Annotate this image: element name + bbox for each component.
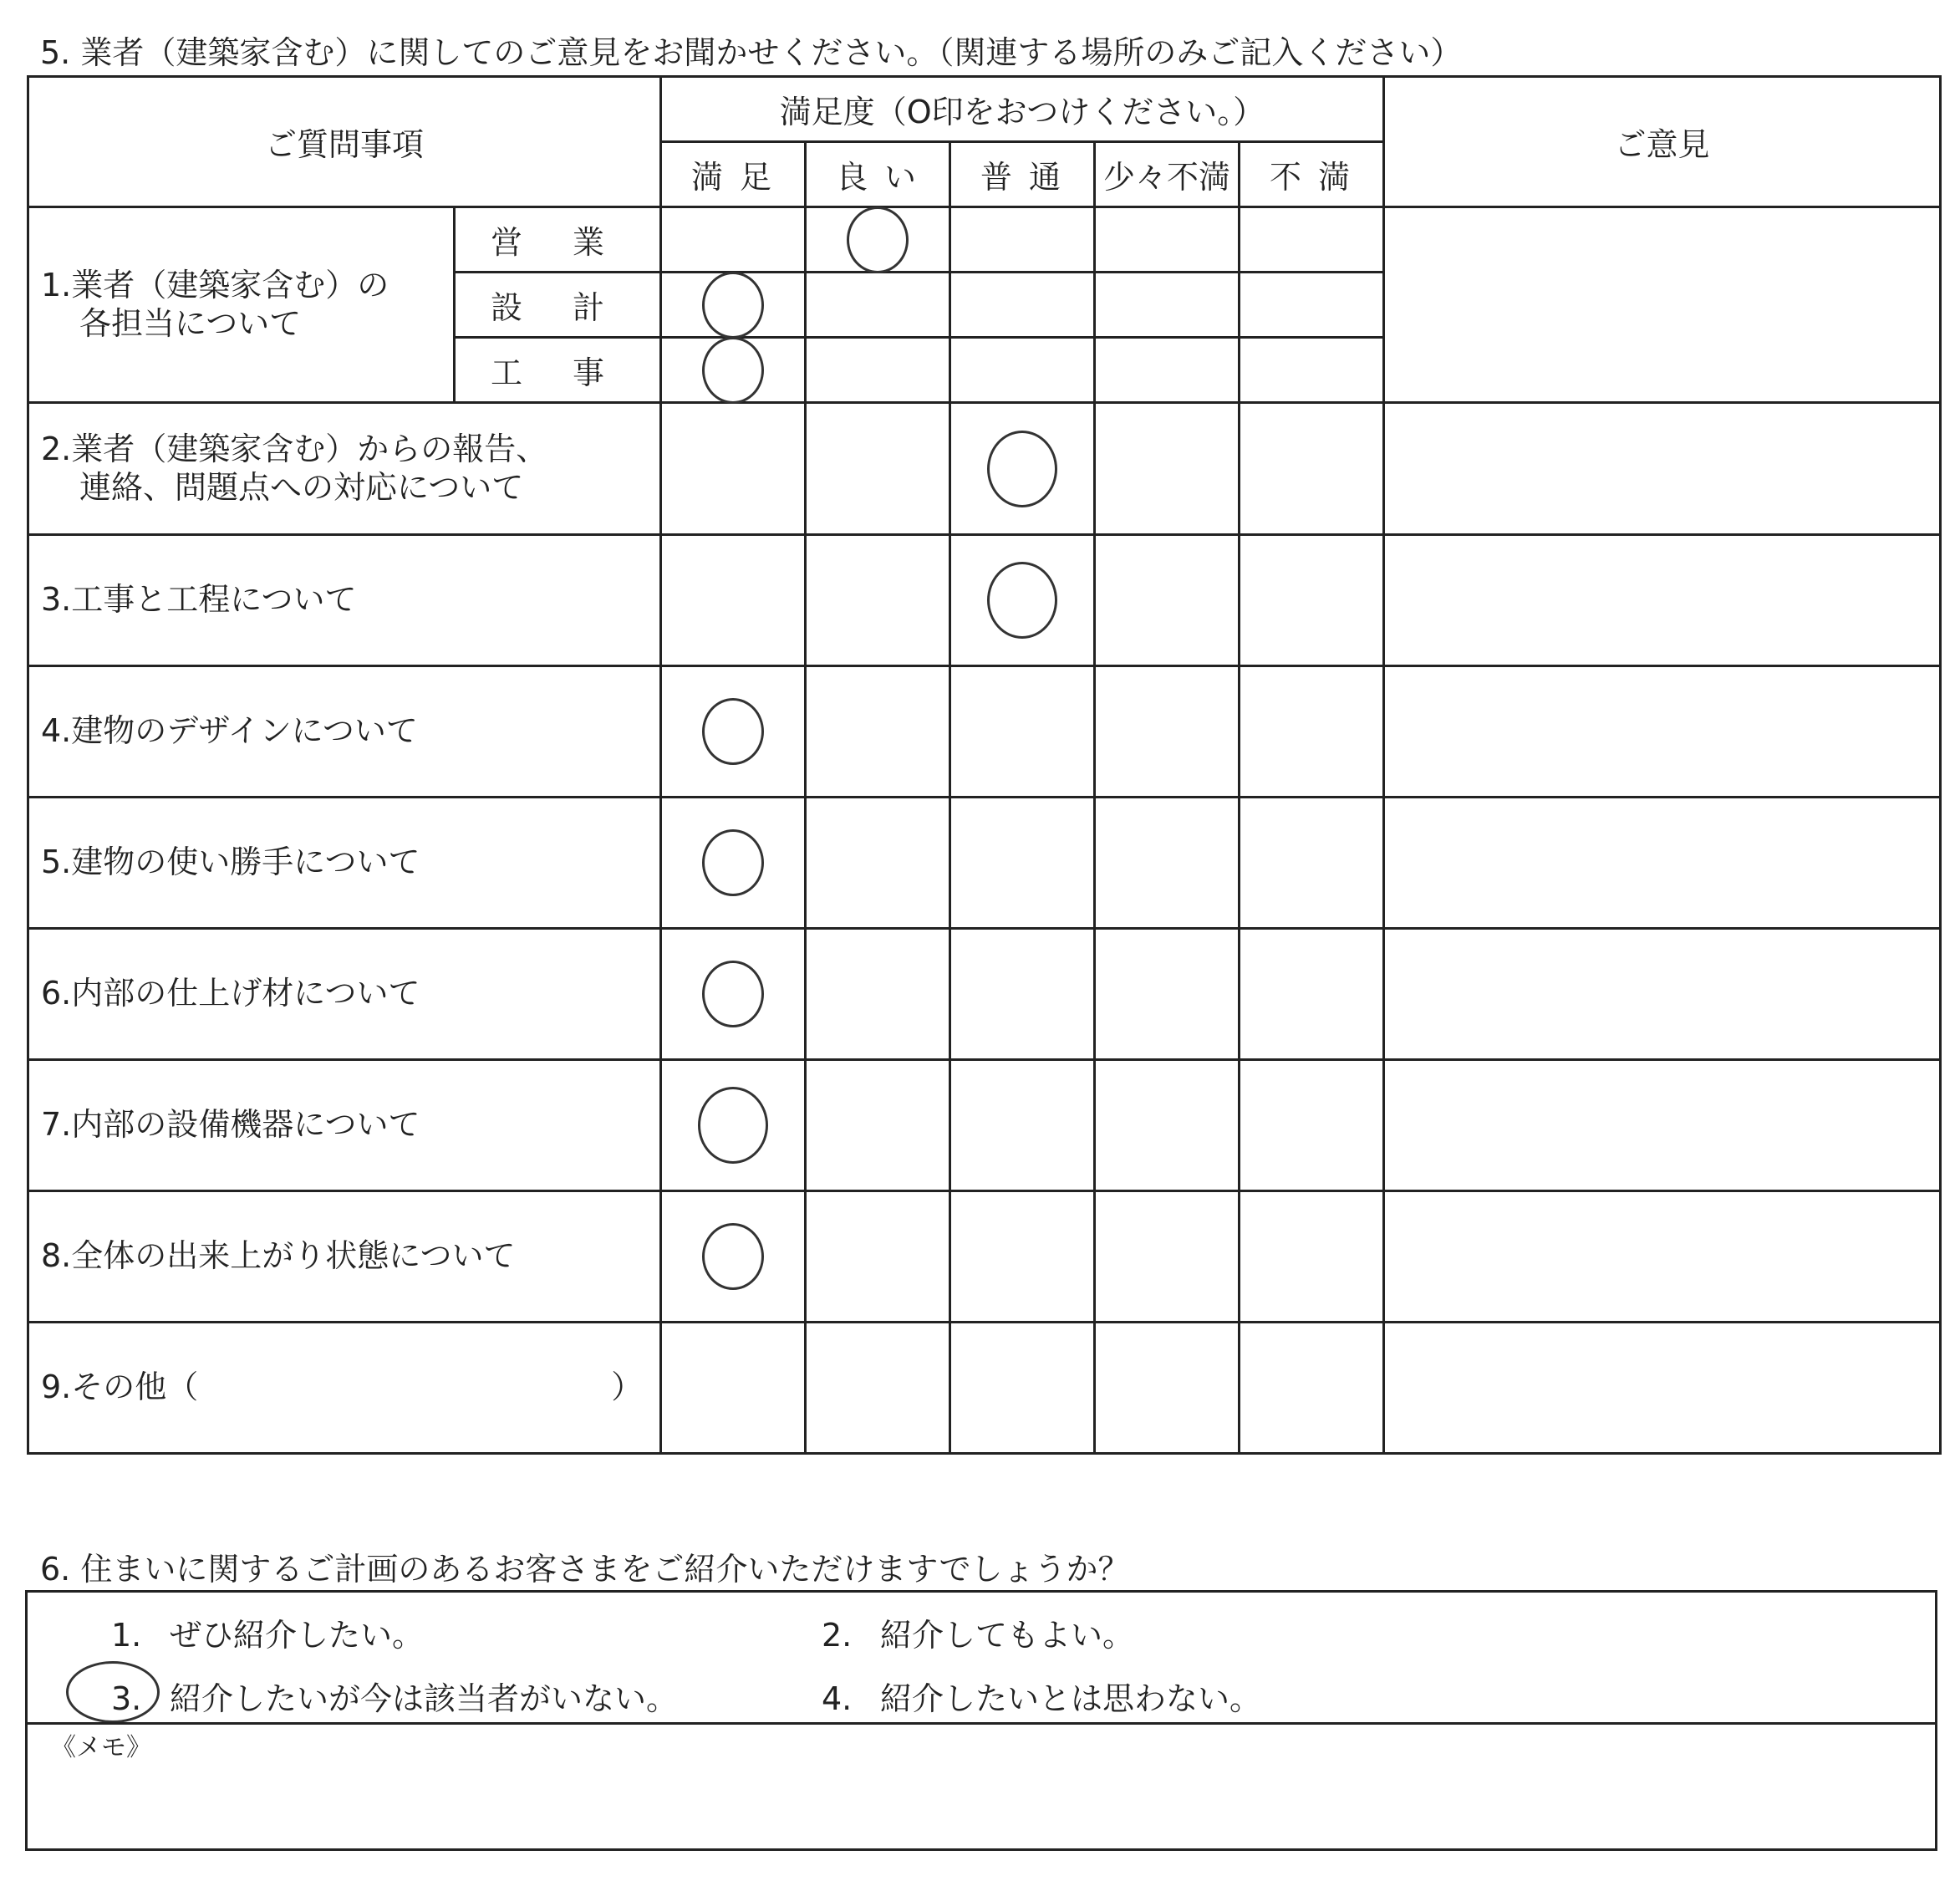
q8-opinion-cell[interactable]	[1384, 1191, 1941, 1323]
option-number: 3.	[111, 1680, 142, 1717]
q3-yoi-cell[interactable]	[806, 535, 950, 666]
q9-opinion-cell[interactable]	[1384, 1323, 1941, 1454]
selected-circle-mark	[987, 431, 1057, 507]
q1a-shoshofuman-cell[interactable]	[1095, 207, 1240, 273]
level-yoi: 良 い	[806, 142, 950, 207]
selected-circle-mark	[702, 829, 764, 896]
question-6: 6.内部の仕上げ材について	[28, 929, 661, 1060]
q8-manzoku-cell[interactable]	[661, 1191, 806, 1323]
q5-yoi-cell[interactable]	[806, 798, 950, 929]
option-text: 紹介したいとは思わない。	[880, 1680, 1262, 1717]
question-1-line1: 1.業者（建築家含む）の	[41, 266, 389, 303]
selected-circle-mark	[702, 337, 764, 404]
option-text: 紹介したいが今は該当者がいない。	[170, 1680, 679, 1717]
q5-futsu-cell[interactable]	[950, 798, 1095, 929]
q8-fuman-cell[interactable]	[1240, 1191, 1384, 1323]
q7-yoi-cell[interactable]	[806, 1060, 950, 1191]
question-4: 4.建物のデザインについて	[28, 666, 661, 798]
q8-shoshofuman-cell[interactable]	[1095, 1191, 1240, 1323]
selected-circle-mark	[702, 698, 764, 765]
q4-opinion-cell[interactable]	[1384, 666, 1941, 798]
question-2-line2: 連絡、問題点への対応について	[79, 468, 524, 506]
selected-circle-mark	[847, 206, 909, 273]
q3-shoshofuman-cell[interactable]	[1095, 535, 1240, 666]
referral-box	[25, 1590, 1937, 1851]
q6-yoi-cell[interactable]	[806, 929, 950, 1060]
q1c-shoshofuman-cell[interactable]	[1095, 338, 1240, 403]
question-8: 8.全体の出来上がり状態について	[28, 1191, 661, 1323]
q3-fuman-cell[interactable]	[1240, 535, 1384, 666]
question-2	[28, 403, 661, 535]
q1a-fuman-cell[interactable]	[1240, 207, 1384, 273]
q1b-yoi-cell[interactable]	[806, 273, 950, 338]
q2-yoi-cell[interactable]	[806, 403, 950, 535]
q4-fuman-cell[interactable]	[1240, 666, 1384, 798]
option-number: 2.	[822, 1617, 853, 1654]
level-manzoku: 満 足	[661, 142, 806, 207]
q1a-yoi-cell[interactable]	[806, 207, 950, 273]
header-satisfaction: 満足度（O印をおつけください。）	[661, 77, 1384, 142]
q7-shoshofuman-cell[interactable]	[1095, 1060, 1240, 1191]
q8-futsu-cell[interactable]	[950, 1191, 1095, 1323]
question-5: 5.建物の使い勝手について	[28, 798, 661, 929]
section5-title: 5. 業者（建築家含む）に関してのご意見をお聞かせください。（関連する場所のみご記入ください）	[40, 34, 1463, 71]
memo-label: 《メモ》	[51, 1733, 151, 1762]
q2-manzoku-cell[interactable]	[661, 403, 806, 535]
option-number: 1.	[111, 1617, 142, 1654]
referral-option-4[interactable]	[822, 1673, 1261, 1719]
q2-futsu-cell[interactable]	[950, 403, 1095, 535]
sub-sekkei: 設 計	[455, 273, 661, 338]
q5-opinion-cell[interactable]	[1384, 798, 1941, 929]
sub-koji: 工 事	[455, 338, 661, 403]
q9-fuman-cell[interactable]	[1240, 1323, 1384, 1454]
q3-futsu-cell[interactable]	[950, 535, 1095, 666]
level-fuman: 不 満	[1240, 142, 1384, 207]
q4-shoshofuman-cell[interactable]	[1095, 666, 1240, 798]
q1a-futsu-cell[interactable]	[950, 207, 1095, 273]
q9-shoshofuman-cell[interactable]	[1095, 1323, 1240, 1454]
selected-circle-mark	[702, 1223, 764, 1290]
q6-futsu-cell[interactable]	[950, 929, 1095, 1060]
referral-option-3[interactable]	[111, 1673, 678, 1719]
q8-yoi-cell[interactable]	[806, 1191, 950, 1323]
q9-futsu-cell[interactable]	[950, 1323, 1095, 1454]
selected-circle-mark	[698, 1087, 768, 1164]
q6-shoshofuman-cell[interactable]	[1095, 929, 1240, 1060]
q4-manzoku-cell[interactable]	[661, 666, 806, 798]
option-text: 紹介してもよい。	[880, 1617, 1135, 1654]
q2-shoshofuman-cell[interactable]	[1095, 403, 1240, 535]
q1c-yoi-cell[interactable]	[806, 338, 950, 403]
q7-futsu-cell[interactable]	[950, 1060, 1095, 1191]
q6-manzoku-cell[interactable]	[661, 929, 806, 1060]
q1c-futsu-cell[interactable]	[950, 338, 1095, 403]
referral-option-2[interactable]	[822, 1609, 1134, 1655]
option-text: ぜひ紹介したい。	[170, 1617, 425, 1654]
q9-manzoku-cell[interactable]	[661, 1323, 806, 1454]
q1b-fuman-cell[interactable]	[1240, 273, 1384, 338]
q6-fuman-cell[interactable]	[1240, 929, 1384, 1060]
q3-manzoku-cell[interactable]	[661, 535, 806, 666]
q9-yoi-cell[interactable]	[806, 1323, 950, 1454]
level-futsu: 普 通	[950, 142, 1095, 207]
q1a-manzoku-cell[interactable]	[661, 207, 806, 273]
q1b-futsu-cell[interactable]	[950, 273, 1095, 338]
q1b-shoshofuman-cell[interactable]	[1095, 273, 1240, 338]
header-question: ご質問事項	[28, 77, 661, 207]
divider	[28, 1722, 1935, 1725]
q1-opinion-cell[interactable]	[1384, 207, 1941, 403]
selected-circle-mark	[702, 961, 764, 1027]
question-2-line1: 2.業者（建築家含む）からの報告、	[41, 430, 548, 467]
q1c-fuman-cell[interactable]	[1240, 338, 1384, 403]
q1b-manzoku-cell[interactable]	[661, 273, 806, 338]
q4-futsu-cell[interactable]	[950, 666, 1095, 798]
level-shoshofuman: 少々不満	[1095, 142, 1240, 207]
question-7: 7.内部の設備機器について	[28, 1060, 661, 1191]
question-1	[28, 207, 455, 403]
q4-yoi-cell[interactable]	[806, 666, 950, 798]
q6-opinion-cell[interactable]	[1384, 929, 1941, 1060]
question-1-line2: 各担当について	[79, 304, 302, 342]
q7-manzoku-cell[interactable]	[661, 1060, 806, 1191]
satisfaction-table	[27, 75, 1942, 1455]
q3-opinion-cell[interactable]	[1384, 535, 1941, 666]
referral-option-1[interactable]	[111, 1609, 424, 1655]
q5-fuman-cell[interactable]	[1240, 798, 1384, 929]
section6-title: 6. 住まいに関するご計画のあるお客さまをご紹介いただけますでしょうか？	[40, 1551, 1130, 1588]
q5-manzoku-cell[interactable]	[661, 798, 806, 929]
question-3: 3.工事と工程について	[28, 535, 661, 666]
q7-fuman-cell[interactable]	[1240, 1060, 1384, 1191]
question-9: 9.その他（ ）	[28, 1323, 661, 1454]
header-opinion: ご意見	[1384, 77, 1941, 207]
selected-circle-mark	[987, 562, 1057, 639]
selected-circle-mark	[702, 272, 764, 339]
q7-opinion-cell[interactable]	[1384, 1060, 1941, 1191]
sub-eigyo: 営 業	[455, 207, 661, 273]
q1c-manzoku-cell[interactable]	[661, 338, 806, 403]
q2-fuman-cell[interactable]	[1240, 403, 1384, 535]
option-number: 4.	[822, 1680, 853, 1717]
q5-shoshofuman-cell[interactable]	[1095, 798, 1240, 929]
q2-opinion-cell[interactable]	[1384, 403, 1941, 535]
